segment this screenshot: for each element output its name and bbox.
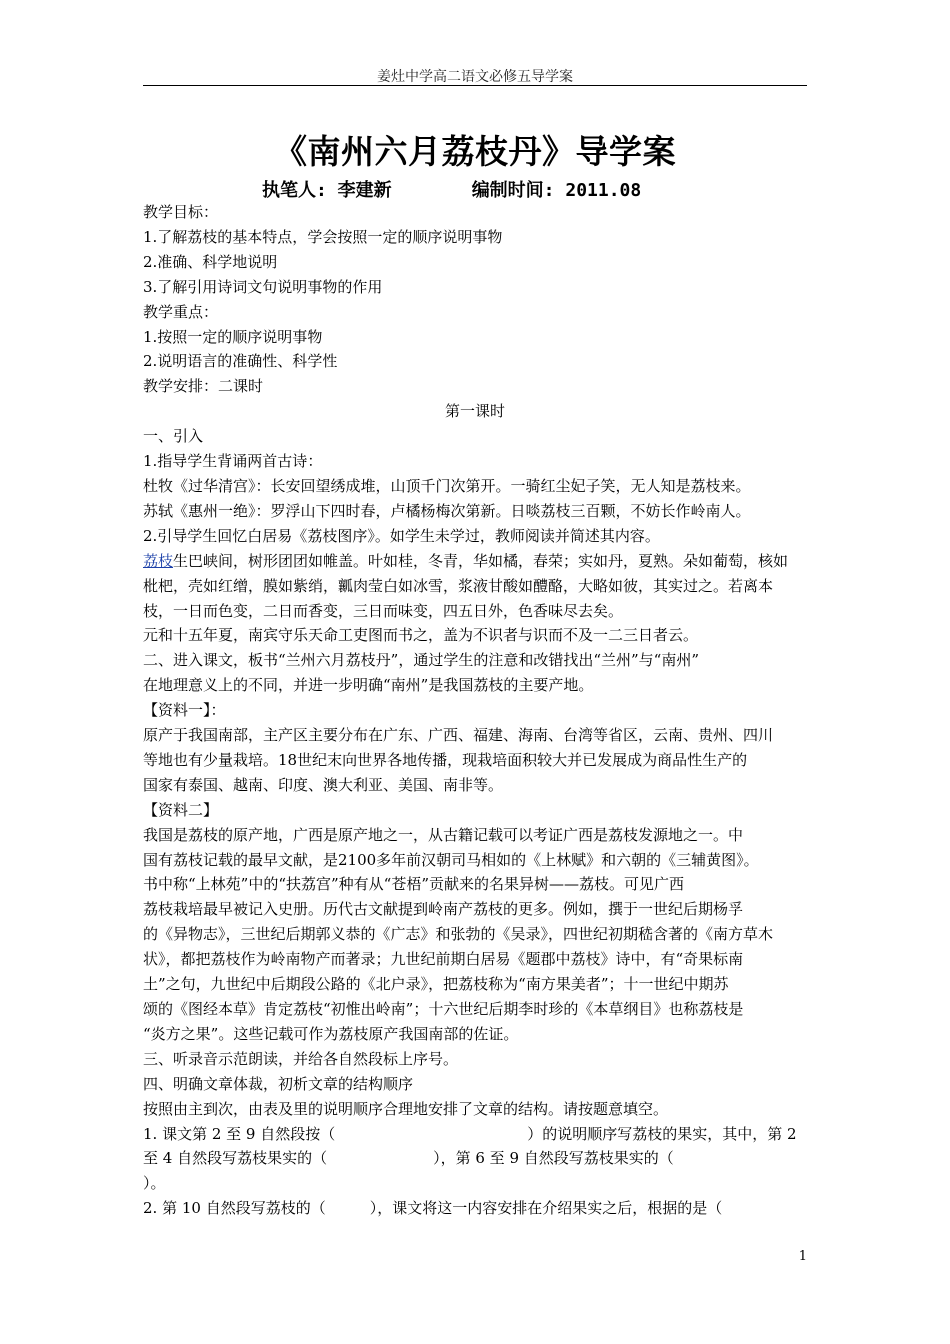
question-1-line: 至 4 自然段写荔枝果实的（ ），第 6 至 9 自然段写荔枝果实的（ xyxy=(143,1149,674,1168)
objective-item: 2.准确、科学地说明 xyxy=(143,252,278,271)
material-2-line: 国有荔枝记载的最早文献，是2100多年前汉朝司马相如的《上林赋》和六朝的《三辅黄图》。 xyxy=(143,850,759,869)
byline xyxy=(262,176,641,202)
page-header: 姜灶中学高二语文必修五导学案 xyxy=(377,69,573,85)
material-1-line: 原产于我国南部，主产区主要分布在广东、广西、福建、海南、台湾等省区，云南、贵州、四川 xyxy=(143,726,774,745)
date-line: 编制时间: 2011.08 xyxy=(471,180,642,201)
material-2-line: 的《异物志》，三世纪后期郭义恭的《广志》和张勃的《吴录》，四世纪初期嵇含著的《南方草木 xyxy=(143,925,774,944)
key-point-item: 2.说明语言的准确性、科学性 xyxy=(143,352,338,371)
document-title: 《南州六月荔枝丹》导学案 xyxy=(274,132,676,171)
question-1-line: ）。 xyxy=(143,1174,166,1193)
poem-du-mu: 杜牧《过华清宫》：长安回望绣成堆，山顶千门次第开。一骑红尘妃子笑，无人知是荔枝来。 xyxy=(143,476,751,495)
objective-item: 3.了解引用诗词文句说明事物的作用 xyxy=(143,277,383,296)
question-1-line: 1. 课文第 2 至 9 自然段按（ ）的说明顺序写荔枝的果实，其中，第 2 xyxy=(143,1124,797,1143)
question-2-line: 2. 第 10 自然段写荔枝的（ ），课文将这一内容安排在介绍果实之后，根据的是（ xyxy=(143,1199,723,1218)
material-2-line: 书中称“上林苑”中的“扶荔宫”种有从“苍梧”贡献来的名果异树——荔枝。可见广西 xyxy=(143,875,685,894)
material-1-line: 国家有泰国、越南、印度、澳大利亚、美国、南非等。 xyxy=(143,775,504,794)
material-2-line: 荔枝栽培最早被记入史册。历代古文献提到岭南产荔枝的更多。例如，撰于一世纪后期杨孚 xyxy=(143,900,744,919)
objectives-heading: 教学目标： xyxy=(143,203,219,221)
intro-heading: 一、引入 xyxy=(143,427,204,446)
preface-line: 枇杷，壳如红缯，膜如紫绡，瓤肉莹白如冰雪，浆液甘酸如醴酪，大略如彼，其实过之。若离本 xyxy=(143,576,774,595)
key-points-heading: 教学重点： xyxy=(143,302,219,321)
material-1-heading: 【资料一】： xyxy=(143,701,226,720)
material-2-line: 颂的《图经本草》肯定荔枝“初惟出岭南”；十六世纪后期李时珍的《本草纲目》也称荔枝是 xyxy=(143,1000,744,1018)
schedule-line: 教学安排：二课时 xyxy=(143,377,264,396)
key-point-item: 1.按照一定的顺序说明事物 xyxy=(143,327,323,346)
material-1-line: 等地也有少量栽培。18世纪末向世界各地传播，现栽培面积较大并已发展成为商品性生产的 xyxy=(143,750,748,769)
section-2-line: 在地理意义上的不同，并进一步明确“南州”是我国荔枝的主要产地。 xyxy=(143,676,594,695)
material-2-line: 状》，都把荔枝作为岭南物产而著录；九世纪前期白居易《题郡中荔枝》诗中，有“奇果标南 xyxy=(143,950,744,969)
preface-line: 荔枝生巴峡间，树形团团如帷盖。叶如桂，冬青，华如橘，春荣；实如丹，夏熟。朵如葡萄，核如 xyxy=(143,551,789,570)
section-4: 四、明确文章体裁，初析文章的结构顺序 xyxy=(143,1074,414,1093)
step-1: 1.指导学生背诵两首古诗： xyxy=(143,452,323,471)
material-2-line: “炎方之果”。这些记载可作为荔枝原产我国南部的佐证。 xyxy=(143,1024,519,1043)
author-line: 执笔人: 李建新 xyxy=(262,180,392,201)
page-number: 1 xyxy=(798,1249,807,1264)
material-2-line: 土”之句，九世纪中后期段公路的《北户录》，把荔枝称为“南方果美者”；十一世纪中期苏 xyxy=(143,975,729,994)
header-rule xyxy=(143,85,807,86)
preface-line: 枝，一日而色变，二日而香变，三日而味变，四五日外，色香味尽去矣。 xyxy=(143,601,624,620)
material-2-line: 我国是荔枝的原产地，广西是原产地之一，从古籍记载可以考证广西是荔枝发源地之一。中 xyxy=(143,825,744,844)
instruction-line: 按照由主到次，由表及里的说明顺序合理地安排了文章的结构。请按题意填空。 xyxy=(143,1099,669,1118)
lesson-title: 第一课时 xyxy=(444,402,505,421)
poem-su-shi: 苏轼《惠州一绝》：罗浮山下四时春，卢橘杨梅次第新。日啖荔枝三百颗，不妨长作岭南人。 xyxy=(143,501,751,520)
step-2: 2.引导学生回忆白居易《荔枝图序》。如学生未学过，教师阅读并简述其内容。 xyxy=(143,526,660,545)
section-3: 三、听录音示范朗读，并给各自然段标上序号。 xyxy=(143,1049,459,1068)
section-2-line: 二、进入课文，板书“兰州六月荔枝丹”，通过学生的注意和改错找出“兰州”与“南州” xyxy=(143,651,700,670)
material-2-heading: 【资料二】 xyxy=(143,800,219,819)
objective-item: 1.了解荔枝的基本特点，学会按照一定的顺序说明事物 xyxy=(143,227,503,246)
document-body xyxy=(143,200,807,1221)
lychee-link[interactable]: 荔枝 xyxy=(143,551,174,570)
preface-end: 元和十五年夏，南宾守乐天命工吏图而书之，盖为不识者与识而不及一二三日者云。 xyxy=(143,626,699,645)
